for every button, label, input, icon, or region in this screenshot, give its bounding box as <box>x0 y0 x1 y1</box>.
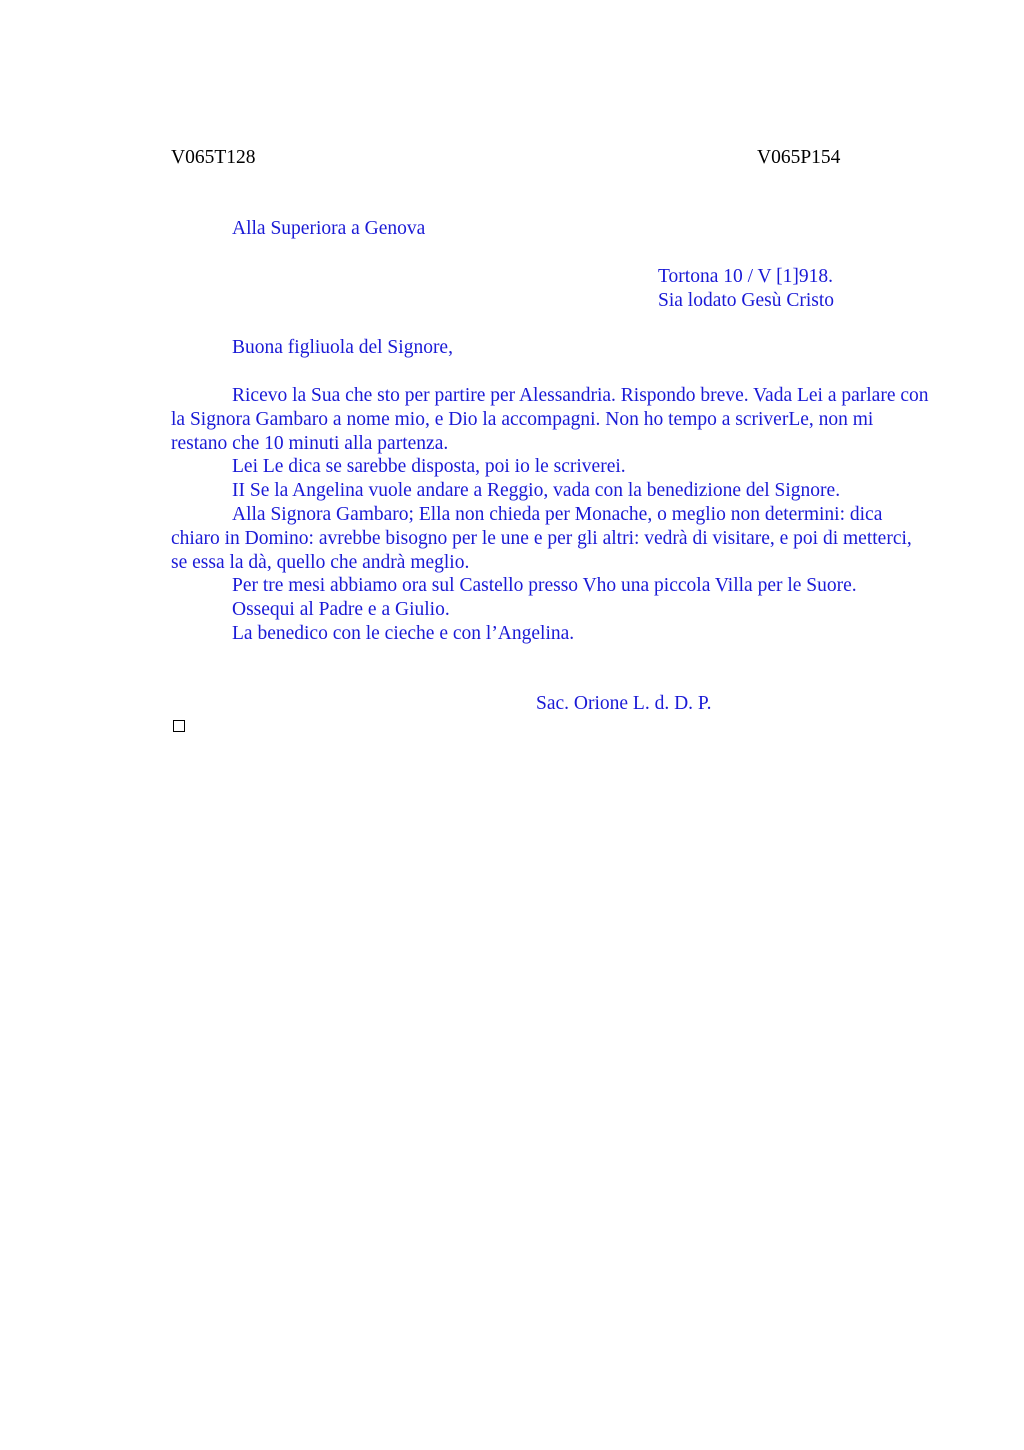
letter-recipient: Alla Superiora a Genova <box>232 218 426 239</box>
letter-body <box>171 384 931 646</box>
letter-paragraph: Lei Le dica se sarebbe disposta, poi io le scriverei. <box>232 456 626 478</box>
end-of-document-box-icon <box>173 720 185 732</box>
letter-paragraph: La benedico con le cieche e con l’Angelina. <box>232 622 575 644</box>
letter-paragraph: Alla Signora Gambaro; Ella non chieda per Monache, o meglio non determini: dica chiaro in Domino: avrebbe bisogno per le une e per gli altri: vedrà di visitare, e poi di metterci, se essa la dà, quello che andrà meglio. <box>171 503 912 573</box>
letter-paragraph: Ricevo la Sua che sto per partire per Alessandria. Rispondo breve. Vada Lei a parlare con la Signora Gambaro a nome mio, e Dio la accompagni. Non ho tempo a scriverLe, non mi restano che 10 minuti alla partenza. <box>171 385 929 454</box>
letter-invocation: Sia lodato Gesù Cristo <box>658 290 835 311</box>
letter-paragraph: Ossequi al Padre e a Giulio. <box>232 599 450 621</box>
letter-signature: Sac. Orione L. d. D. P. <box>536 693 712 714</box>
letter-salutation: Buona figliuola del Signore, <box>232 337 453 358</box>
letter-paragraph: II Se la Angelina vuole andare a Reggio, vada con la benedizione del Signore. <box>232 480 841 502</box>
document-code-right: V065P154 <box>757 147 841 168</box>
letter-place-date: Tortona 10 / V [1]918. <box>658 266 834 287</box>
document-code-left: V065T128 <box>171 147 256 168</box>
letter-paragraph: Per tre mesi abbiamo ora sul Castello presso Vho una piccola Villa per le Suore. <box>232 575 857 597</box>
